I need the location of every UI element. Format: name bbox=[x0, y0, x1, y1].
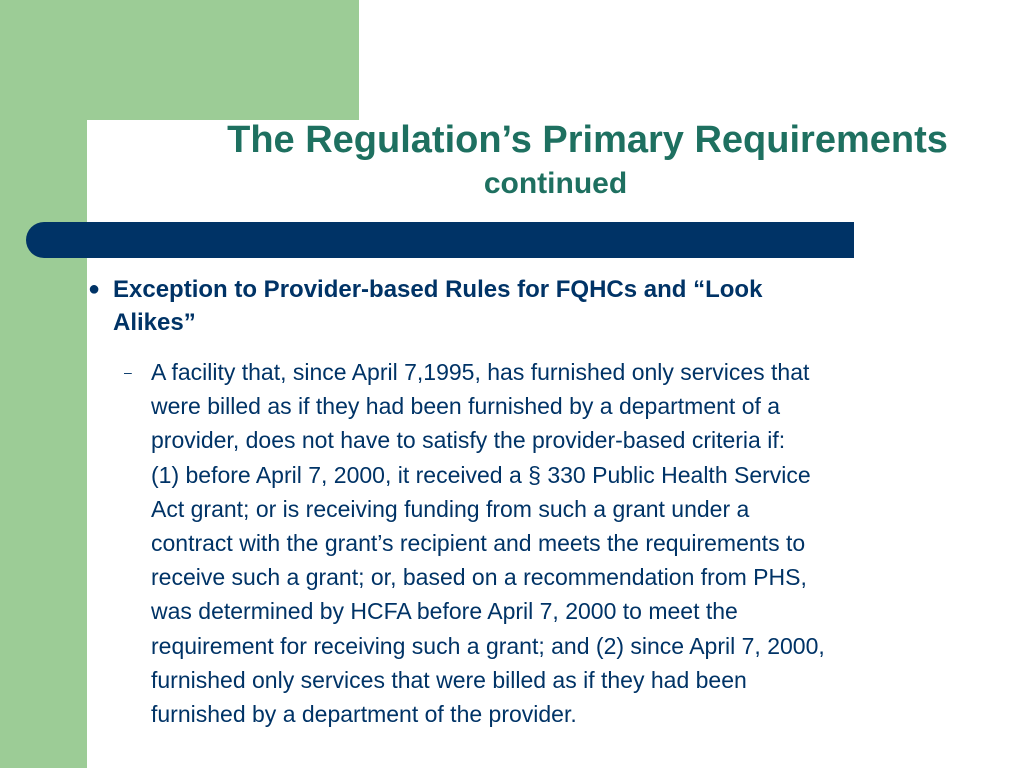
bullet-dot-icon: ● bbox=[88, 278, 101, 300]
sub-bullet-line: provider, does not have to satisfy the provider-based criteria if: bbox=[151, 427, 786, 454]
sub-bullet-line: was determined by HCFA before April 7, 2000 to meet the bbox=[151, 598, 738, 625]
sub-bullet-line: Act grant; or is receiving funding from such a grant under a bbox=[151, 495, 750, 522]
sub-bullet-line: A facility that, since April 7,1995, has furnished only services that bbox=[151, 359, 810, 385]
title-divider-bar bbox=[26, 222, 854, 258]
sub-bullet-line: furnished by a department of the provider. bbox=[151, 701, 577, 728]
sub-bullet-line: requirement for receiving such a grant; and (2) since April 7, 2000, bbox=[151, 632, 825, 659]
sub-bullet-line: were billed as if they had been furnished by a department of a bbox=[151, 393, 781, 420]
bullet-text bbox=[113, 273, 983, 339]
bullet-text-line: Alikes” bbox=[113, 309, 196, 336]
sub-bullet-text bbox=[151, 355, 1001, 731]
sub-bullet-line: contract with the grant’s recipient and meets the requirements to bbox=[151, 530, 806, 557]
sub-bullet-line: receive such a grant; or, based on a recommendation from PHS, bbox=[151, 564, 807, 591]
sub-bullet-line: (1) before April 7, 2000, it received a § 330 Public Health Service bbox=[151, 461, 811, 488]
bullet-text-line: Exception to Provider-based Rules for FQHCs and “Look bbox=[113, 276, 763, 303]
dash-icon: – bbox=[124, 364, 132, 380]
sub-bullet-line: furnished only services that were billed as if they had been bbox=[151, 666, 747, 693]
top-green-block bbox=[0, 0, 359, 120]
slide-subtitle: continued bbox=[483, 167, 628, 200]
slide-title: The Regulation’s Primary Requirements bbox=[227, 119, 948, 161]
